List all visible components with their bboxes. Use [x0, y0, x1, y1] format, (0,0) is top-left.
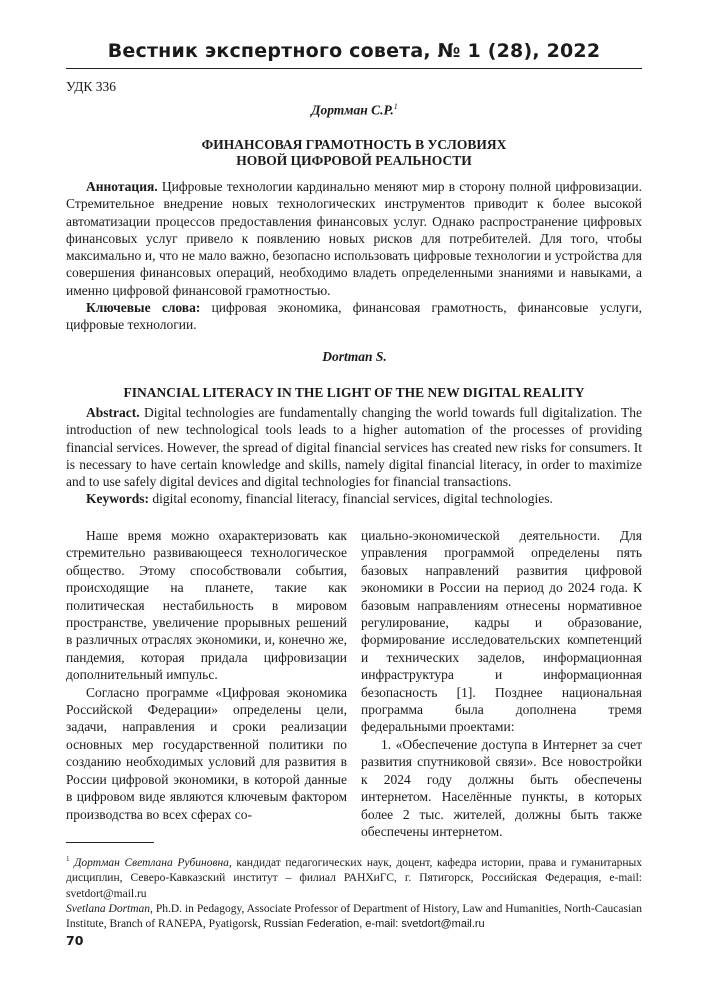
keywords-ru-text: цифровая экономика, финансовая грамотность, финансовые услуги, цифровые технологии.: [66, 300, 642, 333]
author-en: Dortman S.: [322, 349, 387, 364]
abstract-en-text: Digital technologies are fundamentally changing the world towards full digitalization. The introduction of new technological tools leads to a higher automation of the processes of providing financial services. However, the spread of digital financial services has created new risks for consumers. It is necessary to have certain knowledge and skills, namely digital financial literacy, in order to maximize and to use safely digital devices and digital technologies for financial transactions.: [66, 405, 642, 490]
title-en: FINANCIAL LITERACY IN THE LIGHT OF THE NEW DIGITAL REALITY: [123, 385, 585, 400]
udc-code: УДК 336: [66, 79, 117, 94]
footnote-en-name: Svetlana Dortman,: [66, 903, 153, 916]
title-ru-line2: НОВОЙ ЦИФРОВОЙ РЕАЛЬНОСТИ: [236, 153, 472, 168]
keywords-en-paragraph: [66, 490, 642, 507]
footnote-en-text: Ph.D. in Pedagogy, Associate Professor of Department of History, Law and Humanities, North-Caucasian Institute, Branch of RANEPA, Pyatigorsk,: [66, 903, 642, 931]
footnote-ru-text: кандидат педагогических наук, доцент, кафедра истории, права и гуманитарных дисциплин, Северо-Кавказский институт – филиал РАНХиГС, г. Пятигорск, Российская Федерация, e-mail: svetdort@mail.ru: [66, 856, 643, 900]
title-ru: [66, 137, 642, 169]
body-paragraph: Согласно программе «Цифровая экономика Российской Федерации» определены цели, задачи, направления и сроки реализации основных мер государственной политики по созданию необходимых условий для развития в России цифровой экономики, в которой данные в цифровом виде являются ключевым фактором производства во всех сферах со-: [66, 684, 347, 822]
body-column-left: [66, 527, 347, 823]
footnote-ru-name: Дортман Светлана Рубиновна,: [74, 856, 232, 869]
body-paragraph: 1. «Обеспечение доступа в Интернет за счет развития спутниковой связи». Все новостройки к 2024 году должны быть обеспечены интернетом. Населённые пункты, в которых более 2 тыс. жителей, должны быть также обеспечены интернетом.: [361, 736, 642, 839]
page-number: 70: [66, 933, 84, 948]
footnote-en-tail: Russian Federation, e-mail: svetdort@mail.ru: [260, 918, 485, 931]
keywords-ru-label: Ключевые слова:: [86, 300, 201, 316]
header-divider: [66, 68, 642, 69]
author-ru-name: Дортман С.Р.: [311, 102, 394, 118]
body-paragraph: Наше время можно охарактеризовать как стремительно развивающееся технологическое общество. Этому способствовали события, происходящие на планете, такие как политическая нестабильность в мировом пространстве, увеличение прорывных решений в различных отраслях экономики, и, конечно же, пандемия, которая придала цифровизации дополнительный импульс.: [66, 528, 347, 683]
abstract-en: [66, 404, 642, 508]
keywords-ru-paragraph: [66, 299, 642, 334]
abstract-en-paragraph: [66, 404, 642, 490]
journal-header: Вестник экспертного совета, № 1 (28), 2022: [107, 40, 601, 62]
footnote-mark: 1: [393, 102, 398, 111]
abstract-en-label: Abstract.: [86, 405, 140, 420]
keywords-en-text: digital economy, financial literacy, financial services, digital technologies.: [149, 491, 553, 507]
abstract-ru-paragraph: [66, 178, 642, 299]
abstract-ru: [66, 178, 642, 334]
abstract-ru-text: Цифровые технологии кардинально меняют мир в сторону полной цифровизации. Стремительное внедрение новых технологических инструментов приводит к более высокой автоматизации процессов предоставления финансовых услуг. Однако распространение цифровых финансовых услуг привело к появлению новых рисков для потребителей. Для того, чтобы максимально и, что не мало важно, безопасно использовать цифровые технологии и устройства для совершения финансовых операций, необходимо владеть определенными знаниями и навыками, а именно цифровой финансовой грамотностью.: [66, 179, 642, 298]
keywords-en-label: Keywords:: [86, 491, 149, 507]
footnote-divider: [66, 842, 154, 843]
title-ru-line1: ФИНАНСОВАЯ ГРАМОТНОСТЬ В УСЛОВИЯХ: [201, 137, 507, 152]
abstract-ru-label: Аннотация.: [86, 179, 158, 194]
body-paragraph: циально-экономической деятельности. Для управления программой определены пять базовых направлений развития цифровой экономики в России на период до 2024 года. К базовым направлениям отнесены нормативное регулирование, кадры и образование, формирование исследовательских компетенций и технических заделов, информационная инфраструктура и информационная безопасность [1]. Позднее национальная программа была дополнена тремя федеральными проектами:: [361, 528, 642, 735]
body-column-right: [361, 527, 642, 840]
author-ru: [0, 102, 709, 119]
footnote-ru: [66, 852, 642, 902]
footnotes: [66, 852, 642, 933]
footnote-ru-mark: 1: [66, 855, 70, 863]
footnote-en: [66, 902, 642, 933]
